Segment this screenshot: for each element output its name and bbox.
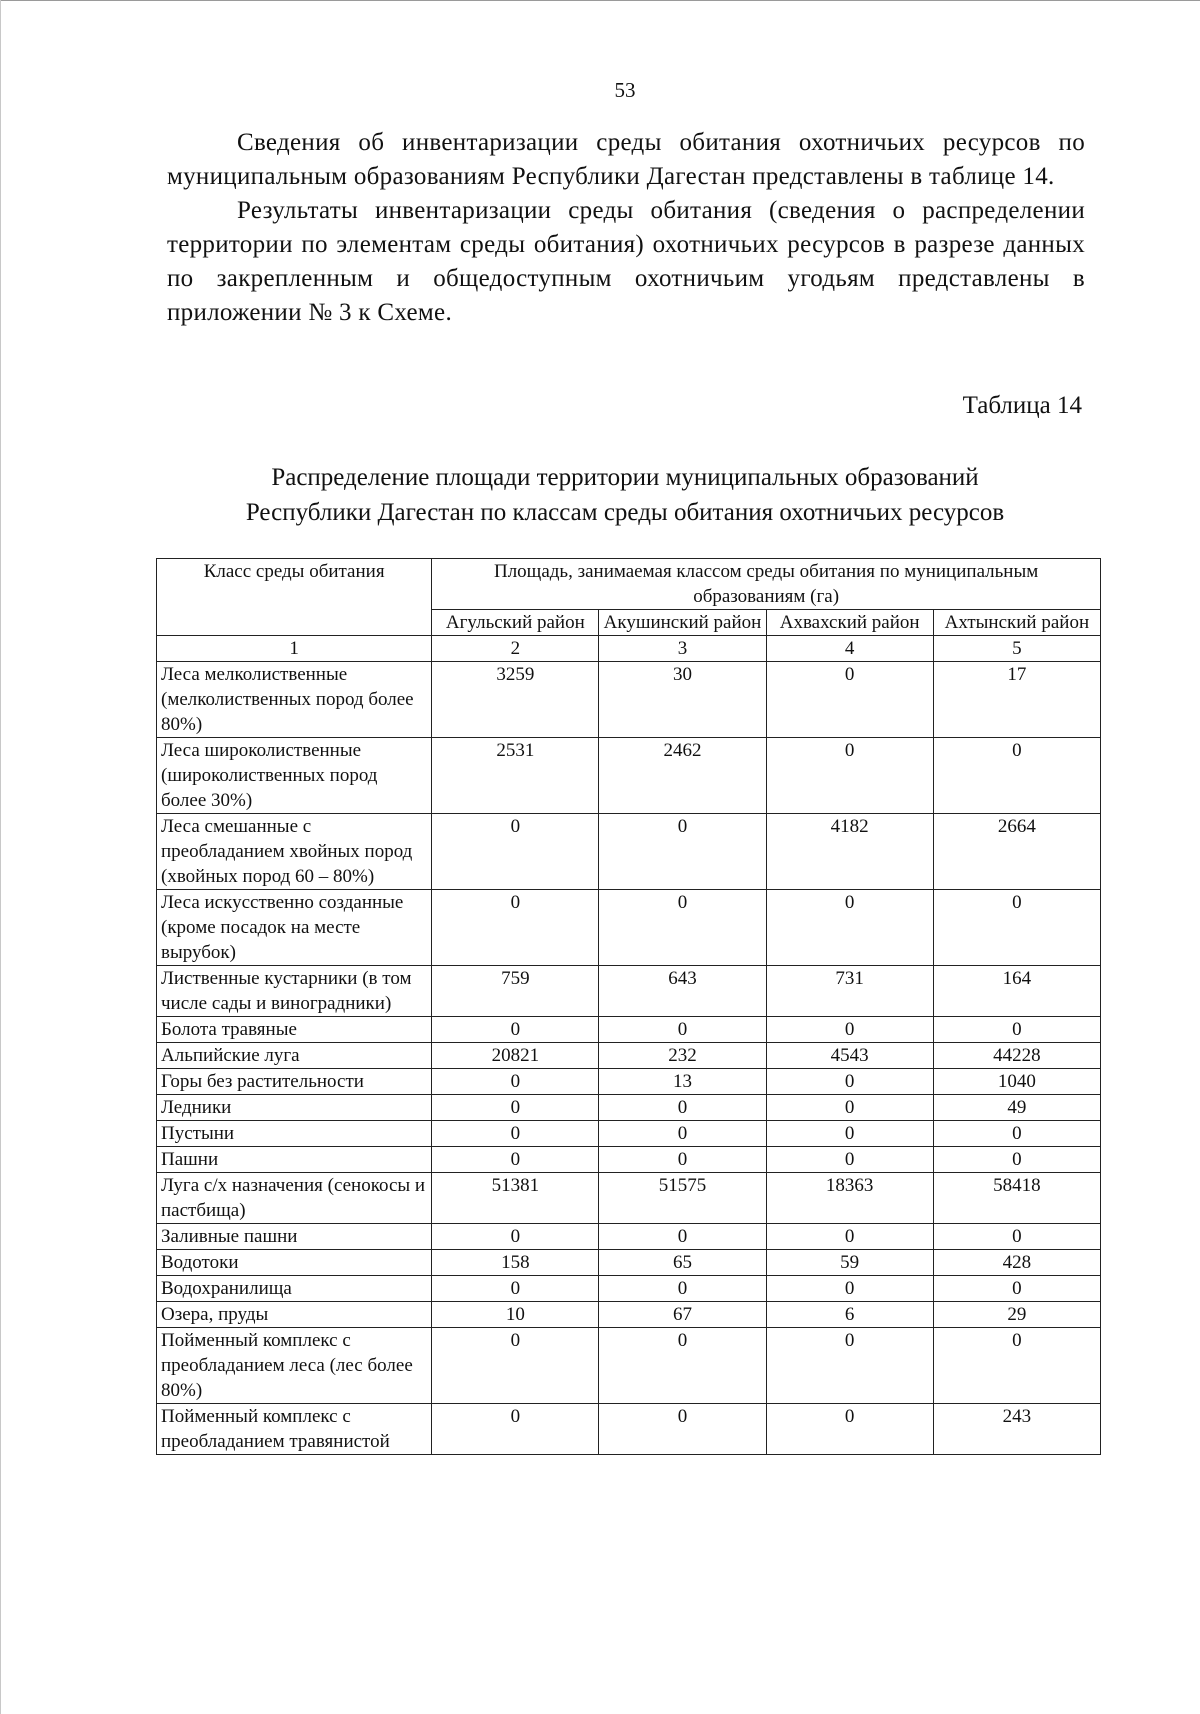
class-column-header: Класс среды обитания — [157, 559, 432, 636]
table-row — [157, 1276, 1101, 1302]
table-caption-line-2: Республики Дагестан по классам среды обитания охотничьих ресурсов — [245, 499, 1005, 526]
area-value-cell: 2664 — [933, 814, 1100, 890]
area-value-cell: 44228 — [933, 1043, 1100, 1069]
table-row — [157, 1302, 1101, 1328]
area-value-cell: 0 — [432, 1069, 599, 1095]
area-value-cell: 0 — [766, 1121, 933, 1147]
habitat-class-cell: Пашни — [157, 1147, 432, 1173]
area-value-cell: 49 — [933, 1095, 1100, 1121]
area-value-cell: 30 — [599, 662, 766, 738]
area-value-cell: 51575 — [599, 1173, 766, 1224]
area-value-cell: 0 — [766, 1069, 933, 1095]
area-column-header: Площадь, занимаемая классом среды обитания по муниципальным образованиям (га) — [432, 559, 1101, 610]
table-row — [157, 1328, 1101, 1404]
habitat-class-cell: Пойменный комплекс с преобладанием травянистой — [157, 1404, 432, 1455]
area-value-cell: 0 — [432, 1276, 599, 1302]
habitat-class-cell: Леса широколиственные (широколиственных пород более 30%) — [157, 738, 432, 814]
table-row — [157, 1404, 1101, 1455]
table-caption-line-1: Распределение площади территории муниципальных образований — [271, 464, 979, 491]
area-value-cell: 0 — [432, 1017, 599, 1043]
intro-text — [167, 126, 1085, 330]
area-value-cell: 0 — [766, 738, 933, 814]
area-value-cell: 1040 — [933, 1069, 1100, 1095]
area-value-cell: 0 — [599, 1328, 766, 1404]
area-value-cell: 0 — [766, 1404, 933, 1455]
area-value-cell: 4543 — [766, 1043, 933, 1069]
area-value-cell: 0 — [933, 1224, 1100, 1250]
table-row — [157, 1121, 1101, 1147]
habitat-class-cell: Водохранилища — [157, 1276, 432, 1302]
table-row — [157, 738, 1101, 814]
column-index: 5 — [933, 636, 1100, 662]
area-value-cell: 0 — [933, 1328, 1100, 1404]
area-value-cell: 2531 — [432, 738, 599, 814]
district-header: Агульский район — [432, 610, 599, 636]
area-value-cell: 17 — [933, 662, 1100, 738]
area-value-cell: 0 — [766, 1095, 933, 1121]
area-value-cell: 0 — [432, 890, 599, 966]
paragraph-2: Результаты инвентаризации среды обитания (сведения о распределении территории по элементам среды обитания) охотничьих ресурсов в разрезе данных по закрепленным и общедоступным охотничьим угодьям представлены в приложении № 3 к Схеме. — [167, 197, 1085, 326]
table-row — [157, 814, 1101, 890]
page-number: 53 — [614, 78, 636, 102]
table-row — [157, 890, 1101, 966]
area-value-cell: 0 — [599, 890, 766, 966]
table-row — [157, 1069, 1101, 1095]
area-value-cell: 164 — [933, 966, 1100, 1017]
area-value-cell: 6 — [766, 1302, 933, 1328]
table-number: Таблица 14 — [962, 392, 1082, 419]
habitat-class-cell: Леса искусственно созданные (кроме посадок на месте вырубок) — [157, 890, 432, 966]
area-value-cell: 0 — [766, 1328, 933, 1404]
area-value-cell: 58418 — [933, 1173, 1100, 1224]
district-header: Ахтынский район — [933, 610, 1100, 636]
area-value-cell: 65 — [599, 1250, 766, 1276]
area-value-cell: 0 — [599, 1224, 766, 1250]
table-row — [157, 1173, 1101, 1224]
area-value-cell: 759 — [432, 966, 599, 1017]
area-value-cell: 0 — [933, 1017, 1100, 1043]
habitat-class-cell: Альпийские луга — [157, 1043, 432, 1069]
table-row — [157, 966, 1101, 1017]
habitat-class-cell: Болота травяные — [157, 1017, 432, 1043]
district-header: Акушинский район — [599, 610, 766, 636]
area-value-cell: 0 — [933, 1147, 1100, 1173]
habitat-area-table — [156, 558, 1101, 1455]
area-value-cell: 158 — [432, 1250, 599, 1276]
habitat-class-cell: Заливные пашни — [157, 1224, 432, 1250]
area-value-cell: 0 — [766, 1017, 933, 1043]
area-value-cell: 2462 — [599, 738, 766, 814]
area-value-cell: 0 — [432, 814, 599, 890]
table-caption — [140, 460, 1110, 530]
header-row — [157, 559, 1101, 610]
area-value-cell: 0 — [599, 1017, 766, 1043]
area-value-cell: 731 — [766, 966, 933, 1017]
area-value-cell: 0 — [432, 1404, 599, 1455]
area-value-cell: 0 — [766, 1276, 933, 1302]
area-value-cell: 0 — [766, 662, 933, 738]
area-value-cell: 13 — [599, 1069, 766, 1095]
area-value-cell: 232 — [599, 1043, 766, 1069]
scan-edge-top — [0, 0, 1200, 1]
table-row — [157, 1017, 1101, 1043]
area-value-cell: 243 — [933, 1404, 1100, 1455]
table-row — [157, 1250, 1101, 1276]
habitat-class-cell: Луга с/х назначения (сенокосы и пастбища) — [157, 1173, 432, 1224]
area-value-cell: 20821 — [432, 1043, 599, 1069]
area-value-cell: 0 — [432, 1224, 599, 1250]
column-index: 1 — [157, 636, 432, 662]
area-value-cell: 59 — [766, 1250, 933, 1276]
area-value-cell: 0 — [933, 1276, 1100, 1302]
table-row — [157, 1224, 1101, 1250]
habitat-class-cell: Пустыни — [157, 1121, 432, 1147]
area-value-cell: 428 — [933, 1250, 1100, 1276]
column-index: 2 — [432, 636, 599, 662]
area-value-cell: 29 — [933, 1302, 1100, 1328]
column-index: 4 — [766, 636, 933, 662]
habitat-class-cell: Лиственные кустарники (в том числе сады и виноградники) — [157, 966, 432, 1017]
area-value-cell: 643 — [599, 966, 766, 1017]
area-value-cell: 0 — [599, 814, 766, 890]
area-value-cell: 0 — [432, 1328, 599, 1404]
scan-edge-left — [0, 0, 1, 1714]
area-value-cell: 51381 — [432, 1173, 599, 1224]
area-value-cell: 18363 — [766, 1173, 933, 1224]
area-value-cell: 0 — [599, 1404, 766, 1455]
area-value-cell: 0 — [432, 1121, 599, 1147]
habitat-class-cell: Леса мелколиственные (мелколиственных пород более 80%) — [157, 662, 432, 738]
area-value-cell: 67 — [599, 1302, 766, 1328]
table-row — [157, 1043, 1101, 1069]
table-row — [157, 662, 1101, 738]
district-header: Ахвахский район — [766, 610, 933, 636]
area-value-cell: 3259 — [432, 662, 599, 738]
area-value-cell: 0 — [599, 1095, 766, 1121]
area-value-cell: 0 — [933, 890, 1100, 966]
habitat-class-cell: Леса смешанные с преобладанием хвойных пород (хвойных пород 60 – 80%) — [157, 814, 432, 890]
area-value-cell: 0 — [766, 1224, 933, 1250]
table-row — [157, 1095, 1101, 1121]
area-value-cell: 4182 — [766, 814, 933, 890]
area-value-cell: 0 — [599, 1276, 766, 1302]
area-value-cell: 0 — [933, 738, 1100, 814]
habitat-class-cell: Горы без растительности — [157, 1069, 432, 1095]
area-value-cell: 0 — [766, 1147, 933, 1173]
habitat-class-cell: Ледники — [157, 1095, 432, 1121]
area-value-cell: 0 — [933, 1121, 1100, 1147]
area-value-cell: 0 — [599, 1121, 766, 1147]
area-value-cell: 0 — [599, 1147, 766, 1173]
paragraph-1: Сведения об инвентаризации среды обитания охотничьих ресурсов по муниципальным образованиям Республики Дагестан представлены в таблице 14. — [167, 129, 1085, 190]
habitat-class-cell: Водотоки — [157, 1250, 432, 1276]
area-value-cell: 10 — [432, 1302, 599, 1328]
area-value-cell: 0 — [432, 1147, 599, 1173]
habitat-class-cell: Озера, пруды — [157, 1302, 432, 1328]
area-value-cell: 0 — [766, 890, 933, 966]
table-row — [157, 1147, 1101, 1173]
column-index: 3 — [599, 636, 766, 662]
area-value-cell: 0 — [432, 1095, 599, 1121]
column-index-row — [157, 636, 1101, 662]
habitat-class-cell: Пойменный комплекс с преобладанием леса (лес более 80%) — [157, 1328, 432, 1404]
